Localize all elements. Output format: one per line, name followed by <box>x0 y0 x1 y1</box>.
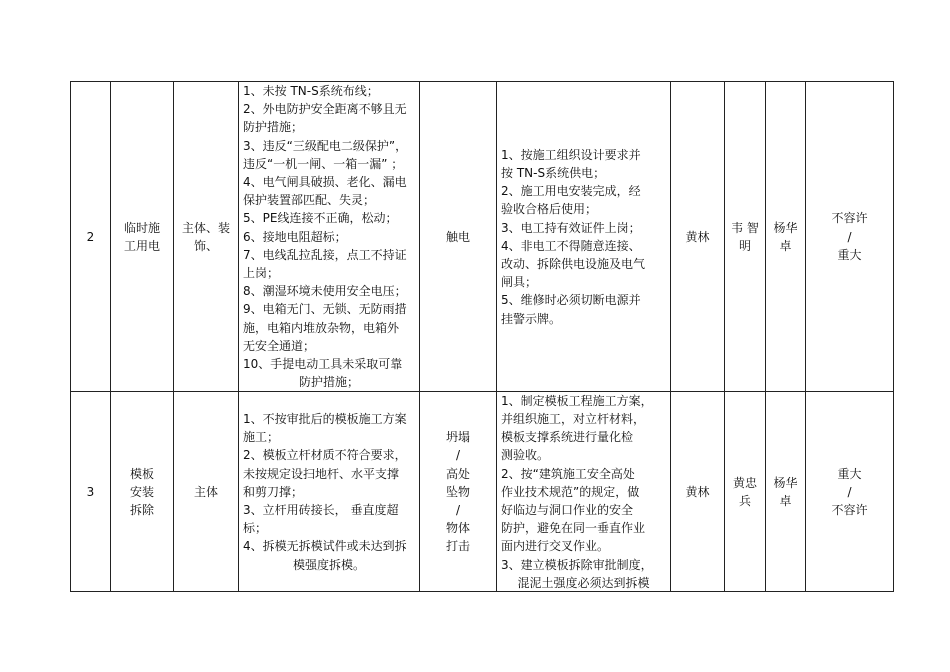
hazard-line: 和剪刀撑； <box>243 484 304 499</box>
hazard-line: 1、不按审批后的模板施工方案 <box>243 412 407 427</box>
hazard-line: 8、潮湿环境未使用安全电压； <box>243 284 407 299</box>
responsible-person: 黄林 <box>671 392 725 592</box>
measure-line: 并组织施工，对立杆材料， <box>501 412 646 427</box>
work-scope: 主体、装 饰、 <box>174 82 239 392</box>
responsible-person: 黄林 <box>671 82 725 392</box>
measure-line: 2、施工用电安装完成，经 <box>501 184 641 199</box>
hazard-line: 5、PE线连接不正确，松动； <box>243 211 398 226</box>
control-measures <box>497 82 671 392</box>
measure-line: 3、电工持有效证件上岗； <box>501 220 641 235</box>
hazard-list <box>239 392 420 592</box>
accident-type: 触电 <box>420 82 497 392</box>
work-item: 临时施 工用电 <box>111 82 174 392</box>
measure-line: 1、按施工组织设计要求并 <box>501 147 641 162</box>
measure-line: 面内进行交叉作业。 <box>501 539 610 554</box>
hazard-line: 10、手提电动工具未采取可靠 <box>243 357 403 372</box>
measure-line: 好临边与洞口作业的安全 <box>501 503 634 518</box>
hazard-line: 4、电气闸具破损、老化、漏电 <box>243 175 407 190</box>
hazard-line: 模强度拆模。 <box>292 557 365 572</box>
measure-line: 5、维修时必须切断电源并 <box>501 293 641 308</box>
hazard-line: 4、拆模无拆模试件或未达到拆 <box>243 539 407 554</box>
hazard-line: 1、未按 TN-S系统布线； <box>243 84 379 98</box>
hazard-line: 施工； <box>243 430 280 445</box>
table-row <box>71 82 894 392</box>
row-number: 2 <box>71 82 111 392</box>
hazard-line: 保护装置部匹配、失灵； <box>243 193 376 208</box>
measure-line: 1、制定模板工程施工方案， <box>501 393 653 408</box>
row-number: 3 <box>71 392 111 592</box>
hazard-line: 防护措施； <box>243 120 304 135</box>
risk-level: 重大 / 不容许 <box>806 392 894 592</box>
control-measures <box>497 392 671 592</box>
measure-line: 混泥土强度必须达到拆模 <box>517 575 650 590</box>
measure-line: 按 TN-S系统供电； <box>501 165 606 180</box>
table-row <box>71 392 894 592</box>
hazard-line: 未按规定设扫地杆、水平支撑 <box>243 466 400 481</box>
measure-line: 3、建立模板拆除审批制度， <box>501 557 653 572</box>
hazard-line: 2、模板立杆材质不符合要求， <box>243 448 407 463</box>
hazard-line: 3、违反“三级配电二级保护”， <box>243 138 408 153</box>
measure-line: 作业技术规范”的规定，做 <box>501 484 640 499</box>
responsible-person: 黄忠 兵 <box>725 392 766 592</box>
hazard-line: 2、外电防护安全距离不够且无 <box>243 102 407 117</box>
risk-level: 不容许 / 重大 <box>806 82 894 392</box>
hazard-line: 7、电线乱拉乱接，点工不持证 <box>243 247 407 262</box>
work-item: 模板 安装 拆除 <box>111 392 174 592</box>
measure-line: 验收合格后使用； <box>501 202 598 217</box>
hazard-line: 上岗； <box>243 266 280 281</box>
measure-line: 4、非电工不得随意连接、 <box>501 238 641 253</box>
measure-line: 2、按“建筑施工安全高处 <box>501 466 635 481</box>
hazard-line: 无安全通道； <box>243 338 316 353</box>
hazard-line: 施，电箱内堆放杂物，电箱外 <box>243 320 400 335</box>
responsible-person: 韦 智 明 <box>725 82 766 392</box>
measure-line: 挂警示牌。 <box>501 311 562 326</box>
measure-line: 测验收。 <box>501 448 550 463</box>
measure-line: 闸具； <box>501 275 538 290</box>
hazard-line: 违反“一机一闸、一箱一漏” ； <box>243 156 404 171</box>
hazard-line: 防护措施； <box>298 375 359 390</box>
hazard-line: 3、立杆用砖接长， 垂直度超标； <box>243 503 399 536</box>
hazard-list <box>239 82 420 392</box>
measure-line: 模板支撑系统进行量化检 <box>501 430 634 445</box>
measure-line: 改动、拆除供电设施及电气 <box>501 256 646 271</box>
measure-line: 防护，避免在同一垂直作业 <box>501 521 646 536</box>
risk-table <box>70 81 894 592</box>
accident-type: 坍塌 / 高处 坠物 / 物体 打击 <box>420 392 497 592</box>
hazard-line: 6、接地电阻超标； <box>243 229 347 244</box>
work-scope: 主体 <box>174 392 239 592</box>
hazard-line: 9、电箱无门、无锁、无防雨措 <box>243 302 407 317</box>
responsible-person: 杨华 卓 <box>766 392 806 592</box>
responsible-person: 杨华 卓 <box>766 82 806 392</box>
